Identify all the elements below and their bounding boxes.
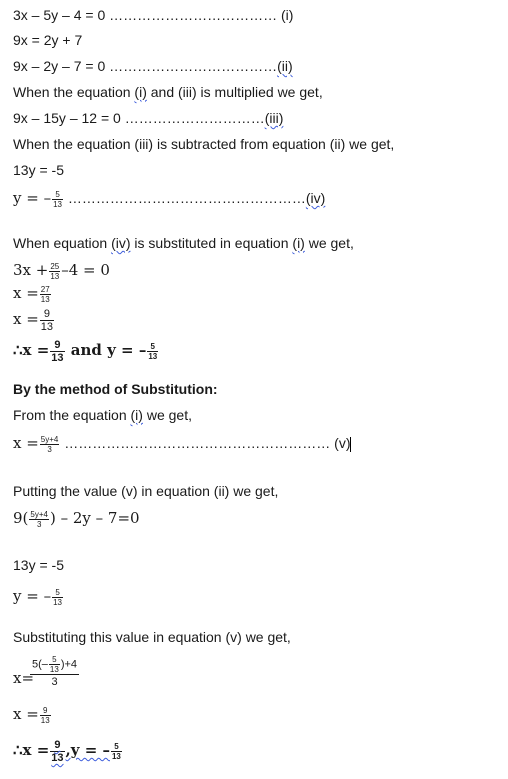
result-13y-b: 13y = -5	[13, 557, 64, 573]
equation-iv-ref: (iv)	[305, 190, 326, 207]
equation-iv	[13, 190, 325, 209]
step-from-equation-ref: (i)	[130, 407, 143, 423]
result-13y: 13y = -5	[13, 162, 64, 178]
fraction-9-13: $\frac{9}{13}$	[40, 308, 54, 333]
step-multiply	[13, 84, 323, 100]
step-multiply-a: When the equation	[13, 84, 135, 100]
equation-x-compound-lhs: x=	[13, 669, 35, 687]
final-y-fraction: $\frac{5}{13}$	[148, 342, 158, 361]
text-cursor	[350, 437, 351, 452]
equation-i: 3x – 5y – 4 = 0 ……………………………… (i)	[13, 7, 294, 23]
equation-iv-lhs: y = –	[13, 189, 52, 208]
result-x-9-13: x = $\frac{9}{13}$	[13, 308, 54, 333]
compound-fraction	[30, 655, 79, 689]
final-x-fraction: $\frac{9}{13}$	[51, 339, 64, 364]
step-putting-value: Putting the value (v) in equation (ii) we get,	[13, 483, 279, 499]
final-sub-x-fraction: $\frac{9}{13}$	[51, 739, 64, 764]
fraction-27-13: $\frac{27}{13}$	[40, 285, 50, 304]
compound-numerator: 5(– $\frac{5}{13}$ )+4	[32, 655, 78, 674]
result-x-27-13: x = $\frac{27}{13}$	[13, 284, 50, 304]
final-answer-substitution: ∴x = $\frac{9}{13}$ ,y = – $\frac{5}{13}$	[13, 739, 121, 764]
equation-v: x = $\frac{5y+4}{3}$ ………………………………………………… (v)	[13, 434, 351, 454]
equation-iii-ref: (iii)	[264, 110, 284, 126]
step-substitute-ref1: (iv)	[111, 235, 131, 251]
equation-iv-dots: ……………………………………………	[64, 190, 306, 207]
result-x-final: x = $\frac{9}{13}$	[13, 705, 50, 725]
final-answer-elimination: ∴x = $\frac{9}{13}$ and y = – $\frac{5}{13}$	[13, 339, 158, 364]
compound-denominator: 3	[51, 676, 58, 688]
equation-ii-text: 9x – 2y – 7 = 0 ………………………………	[13, 58, 278, 74]
equation-iii-text: 9x – 15y – 12 = 0 …………………………	[13, 110, 265, 126]
equation-iii	[13, 110, 283, 126]
step-substitute-a: When equation	[13, 235, 112, 251]
step-substitute-c: we get,	[304, 235, 354, 251]
fraction-y-5-13: $\frac{5}{13}$	[53, 588, 62, 607]
equation-3x-substituted: 3x + $\frac{25}{13}$ –4 = 0	[13, 261, 110, 281]
final-sub-y-fraction: $\frac{5}{13}$	[111, 742, 121, 761]
equation-ii	[13, 58, 293, 74]
equation-ii-ref: (ii)	[277, 58, 293, 74]
equation-rearranged: 9x = 2y + 7	[13, 32, 83, 48]
step-subtract: When the equation (iii) is subtracted from equation (ii) we get,	[13, 136, 395, 152]
step-from-equation: From the equation (i) we get,	[13, 407, 192, 423]
fraction-x-9-13: $\frac{9}{13}$	[40, 706, 50, 725]
step-multiply-b: and (iii) is multiplied we get,	[146, 84, 323, 100]
step-substitute-b: is substituted in equation	[130, 235, 293, 251]
result-y: y = – $\frac{5}{13}$	[13, 587, 62, 607]
fraction-25-13: $\frac{25}{13}$	[50, 262, 60, 281]
equation-iv-fraction: $\frac{5}{13}$	[53, 190, 62, 209]
fraction-5y4-3: $\frac{5y+4}{3}$	[40, 435, 59, 454]
step-substitute-ref2: (i)	[292, 235, 305, 251]
step-multiply-ref: (i)	[134, 84, 147, 100]
equation-substituted: 9( $\frac{5y+4}{3}$ ) – 2y – 7=0	[13, 509, 140, 529]
fraction-5y4-3-b: $\frac{5y+4}{3}$	[30, 510, 48, 529]
section-heading-substitution: By the method of Substitution:	[13, 381, 218, 397]
step-substitute	[13, 235, 354, 251]
step-substituting: Substituting this value in equation (v) we get,	[13, 629, 291, 645]
